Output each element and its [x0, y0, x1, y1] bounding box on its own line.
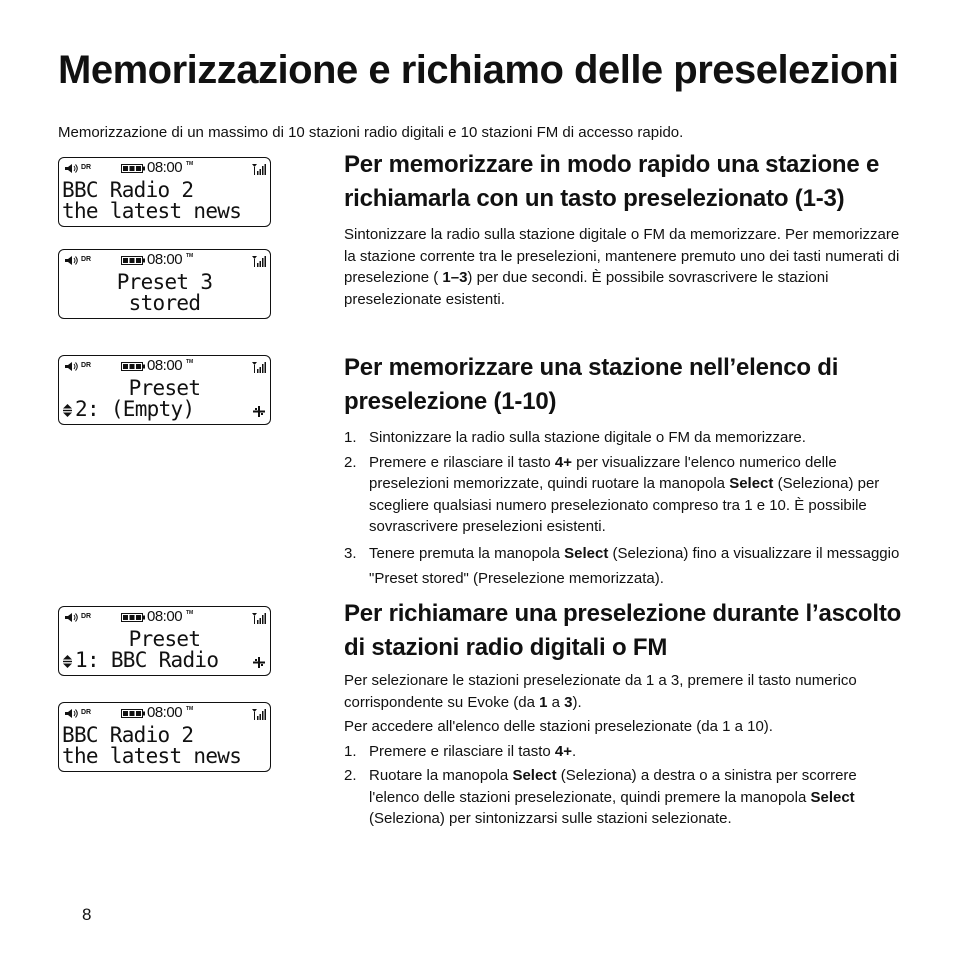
battery-icon: [121, 164, 145, 173]
speaker-icon: [64, 255, 78, 266]
list-item: [344, 452, 904, 538]
text-run: (Seleziona) per scegliere qualsiasi numero preselezionato compreso tra 1 e 10. È possibile sovrascrivere preselezioni esistenti.: [369, 475, 880, 535]
lcd-line-2: 1: BBC Radio: [75, 648, 219, 672]
signal-strength-icon: [252, 708, 266, 720]
clock-readout: 08:00: [147, 357, 183, 374]
list-item: [344, 541, 904, 591]
lcd-status-bar: [59, 159, 270, 176]
section-heading: Per richiamare una preselezione durante l’ascolto di stazioni radio digitali o FM: [344, 600, 902, 661]
text-run: (Seleziona) a destra o a sinistra per scorrere l'elenco delle stazioni preselezionate, quindi premere la manopola: [369, 767, 857, 806]
lcd-line-2: the latest news: [62, 199, 242, 223]
section-store-list: [344, 351, 904, 591]
bold-run: Select: [564, 544, 609, 562]
bold-run: 3: [564, 693, 573, 711]
clock-readout: 08:00: [147, 159, 183, 176]
up-down-arrows-icon: [62, 655, 73, 668]
battery-icon: [121, 256, 145, 265]
tm-mark: TM: [186, 706, 194, 712]
signal-strength-icon: [252, 255, 266, 267]
lcd-line-1: Preset 3: [116, 270, 213, 294]
speaker-icon: [64, 163, 78, 174]
lcd-status-bar: [59, 608, 270, 625]
section-body: [344, 224, 904, 310]
step-number: 2.: [344, 453, 357, 471]
text-run: a: [547, 693, 565, 711]
text-run: Per selezionare le stazioni preselezionate da 1 a 3, premere il tasto numerico corrispondente su Evoke (da: [344, 672, 857, 711]
page-number: 8: [82, 905, 92, 924]
dab-indicator: DR: [81, 256, 92, 263]
step-number: 1.: [344, 429, 357, 446]
bold-run: Select: [512, 767, 557, 784]
up-down-arrows-icon: [62, 404, 73, 417]
step-number: 3.: [344, 544, 357, 562]
clock-readout: 08:00: [147, 608, 183, 625]
text-run: Sintonizzare la radio sulla stazione digitale o FM da memorizzare. Per memorizzare la stazione corrente tra le preselezioni, mantenere premuto uno dei tasti numerati di preselezione (: [344, 226, 900, 286]
battery-icon: [121, 613, 145, 622]
text-run: (Seleziona) per sintonizzarsi sulle stazioni selezionate.: [369, 810, 732, 827]
lcd-display: [58, 249, 271, 319]
clock-readout: 08:00: [147, 251, 183, 268]
dab-indicator: DR: [81, 362, 92, 369]
section-quick-store: [344, 148, 904, 310]
steps-list: [344, 427, 904, 591]
speaker-icon: [64, 361, 78, 372]
section-body: Per accedere all'elenco delle stazioni preselezionate (da 1 a 10).: [344, 718, 773, 735]
tm-mark: TM: [186, 253, 194, 259]
lcd-line-1: BBC Radio 2: [62, 723, 194, 747]
signal-strength-icon: [252, 612, 266, 624]
select-knob-icon: [253, 406, 265, 417]
signal-strength-icon: [252, 163, 266, 175]
text-run: per visualizzare l'elenco numerico delle preselezioni memorizzate, quindi ruotare la manopola: [369, 453, 837, 492]
speaker-icon: [64, 708, 78, 719]
lcd-display: [58, 355, 271, 425]
dab-indicator: DR: [81, 613, 92, 620]
lcd-display: [58, 606, 271, 676]
text-run: (Seleziona) fino a visualizzare il messaggio "Preset stored" (Preselezione memorizzata).: [369, 544, 900, 587]
lcd-status-bar: [59, 251, 270, 268]
lcd-line-2: stored: [128, 291, 201, 315]
bold-run: 4+: [554, 742, 573, 760]
intro-text: Memorizzazione di un massimo di 10 stazioni radio digitali e 10 stazioni FM di accesso rapido.: [58, 124, 684, 141]
text-run: .: [572, 742, 577, 760]
bold-run: Select: [729, 475, 774, 492]
list-item: [344, 765, 859, 830]
lcd-line-2: 2: (Empty): [75, 397, 195, 421]
speaker-icon: [64, 612, 78, 623]
text-run: ).: [572, 693, 582, 711]
list-item: [344, 741, 904, 763]
text-run: Premere e rilasciare il tasto: [369, 742, 555, 760]
tm-mark: TM: [186, 161, 194, 167]
dab-indicator: DR: [81, 164, 92, 171]
text-run: Tenere premuta la manopola: [369, 544, 565, 562]
dab-indicator: DR: [81, 709, 92, 716]
clock-readout: 08:00: [147, 704, 183, 721]
bold-run: Select: [810, 788, 855, 806]
lcd-display: [58, 157, 271, 227]
bold-run: 1: [539, 693, 548, 711]
list-item: [344, 427, 904, 449]
bold-run: 1–3: [442, 269, 468, 286]
text-run: Sintonizzare la radio sulla stazione digitale o FM da memorizzare.: [369, 429, 806, 446]
signal-strength-icon: [252, 361, 266, 373]
step-number: 1.: [344, 742, 357, 760]
tm-mark: TM: [186, 359, 194, 365]
battery-icon: [121, 362, 145, 371]
section-heading: Per memorizzare in modo rapido una stazione e richiamarla con un tasto preselezionato (1-3): [344, 151, 880, 212]
page-title: Memorizzazione e richiamo delle preselezioni: [58, 48, 899, 92]
steps-list: [344, 741, 904, 830]
tm-mark: TM: [186, 610, 194, 616]
text-run: Ruotare la manopola: [369, 767, 513, 784]
lcd-status-bar: [59, 357, 270, 374]
section-heading: Per memorizzare una stazione nell’elenco di preselezione (1-10): [344, 354, 839, 415]
battery-icon: [121, 709, 145, 718]
section-body: [344, 670, 904, 713]
lcd-line-1: Preset: [128, 627, 201, 651]
lcd-line-2: the latest news: [62, 744, 242, 768]
lcd-line-1: BBC Radio 2: [62, 178, 194, 202]
bold-run: 4+: [554, 453, 573, 471]
step-number: 2.: [344, 767, 357, 784]
text-run: ) per due secondi. È possibile sovrascrivere le stazioni preselezionate esistenti.: [344, 269, 829, 308]
lcd-status-bar: [59, 704, 270, 721]
select-knob-icon: [253, 657, 265, 668]
lcd-line-1: Preset: [128, 376, 201, 400]
lcd-display: [58, 702, 271, 772]
text-run: Premere e rilasciare il tasto: [369, 453, 555, 471]
section-recall: [344, 597, 904, 830]
